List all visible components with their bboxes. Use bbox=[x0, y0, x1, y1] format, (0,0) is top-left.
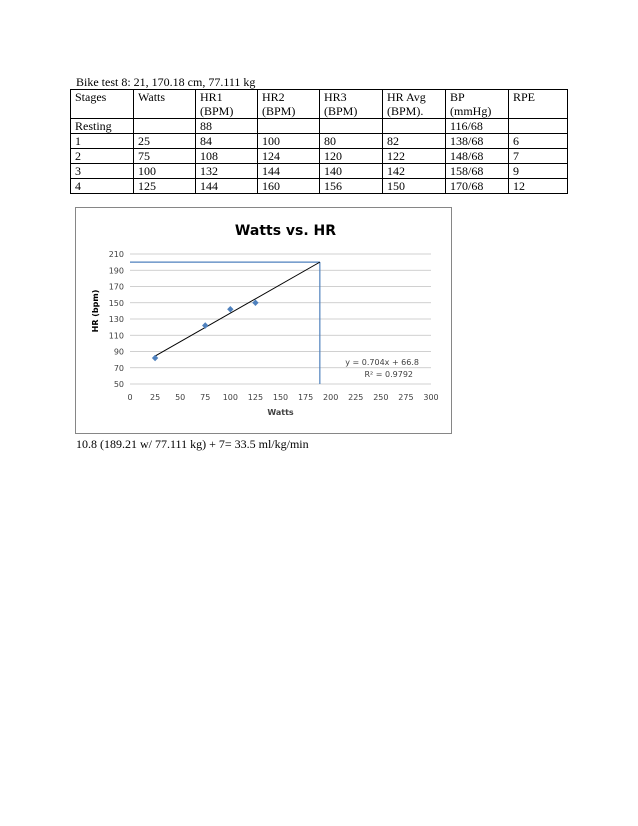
header-line2 bbox=[75, 104, 129, 118]
trendline-equation: y = 0.704x + 66.8 bbox=[345, 358, 419, 367]
table-row bbox=[71, 164, 568, 179]
table-cell: 2 bbox=[71, 149, 134, 164]
vo2-calculation: 10.8 (189.21 w/ 77.111 kg) + 7= 33.5 ml/kg/min bbox=[76, 437, 309, 451]
table-cell: 138/68 bbox=[446, 134, 509, 149]
table-row bbox=[71, 149, 568, 164]
table-row bbox=[71, 134, 568, 149]
header-line1: Stages bbox=[75, 90, 107, 104]
header-line2: (BPM) bbox=[324, 104, 358, 118]
table-cell: 4 bbox=[71, 179, 134, 194]
y-tick-label: 150 bbox=[108, 298, 124, 308]
table-row bbox=[71, 119, 568, 134]
table-cell: 142 bbox=[383, 164, 446, 179]
header-line2: (BPM). bbox=[387, 104, 424, 118]
y-tick-label: 170 bbox=[108, 282, 124, 292]
table-cell bbox=[383, 119, 446, 134]
table-cell: 160 bbox=[258, 179, 320, 194]
header-line1: HR3 bbox=[324, 90, 347, 104]
table-cell: 9 bbox=[509, 164, 568, 179]
table-cell: 84 bbox=[196, 134, 258, 149]
header-cell bbox=[446, 90, 509, 119]
table-cell bbox=[320, 119, 383, 134]
table-cell: 80 bbox=[320, 134, 383, 149]
header-cell bbox=[383, 90, 446, 119]
table-cell: 122 bbox=[383, 149, 446, 164]
table-cell: 116/68 bbox=[446, 119, 509, 134]
table-cell: 120 bbox=[320, 149, 383, 164]
x-tick-label: 25 bbox=[149, 393, 161, 402]
header-line1: HR2 bbox=[262, 90, 285, 104]
table-header-row bbox=[71, 90, 568, 119]
y-tick-label: 110 bbox=[108, 331, 124, 341]
data-point bbox=[152, 355, 158, 361]
table-cell bbox=[509, 119, 568, 134]
table-cell: 144 bbox=[196, 179, 258, 194]
table-row bbox=[71, 179, 568, 194]
y-tick-label: 90 bbox=[113, 347, 124, 357]
table-cell: 124 bbox=[258, 149, 320, 164]
header-line2: (BPM) bbox=[262, 104, 296, 118]
x-tick-label: 225 bbox=[348, 393, 364, 402]
x-tick-label: 250 bbox=[373, 393, 389, 402]
table-cell: 12 bbox=[509, 179, 568, 194]
table-cell: 158/68 bbox=[446, 164, 509, 179]
header-line2: (BPM) bbox=[200, 104, 234, 118]
table-cell bbox=[258, 119, 320, 134]
x-tick-label: 75 bbox=[200, 393, 211, 402]
table-cell: 75 bbox=[134, 149, 196, 164]
x-tick-label: 200 bbox=[323, 393, 339, 402]
header-cell bbox=[71, 90, 134, 119]
x-tick-label: 100 bbox=[222, 393, 238, 402]
y-tick-label: 210 bbox=[108, 250, 124, 259]
x-axis-label: Watts bbox=[267, 408, 294, 417]
table-cell: 1 bbox=[71, 134, 134, 149]
r-squared-label: R² = 0.9792 bbox=[364, 370, 413, 379]
table-cell: 132 bbox=[196, 164, 258, 179]
table-cell: 7 bbox=[509, 149, 568, 164]
table-cell: 108 bbox=[196, 149, 258, 164]
x-tick-label: 275 bbox=[398, 393, 414, 402]
x-tick-label: 150 bbox=[272, 393, 289, 402]
data-point bbox=[202, 322, 208, 328]
bike-test-table bbox=[70, 89, 568, 194]
test-heading: Bike test 8: 21, 170.18 cm, 77.111 kg bbox=[76, 75, 256, 89]
x-tick-label: 50 bbox=[175, 393, 186, 402]
table-cell bbox=[134, 119, 196, 134]
x-tick-label: 175 bbox=[297, 393, 314, 402]
y-axis-label: HR (bpm) bbox=[91, 289, 100, 333]
table-cell: 170/68 bbox=[446, 179, 509, 194]
header-line2 bbox=[513, 104, 563, 118]
table-cell: 148/68 bbox=[446, 149, 509, 164]
table-cell: 140 bbox=[320, 164, 383, 179]
y-tick-label: 50 bbox=[113, 380, 124, 389]
x-tick-label: 0 bbox=[127, 393, 133, 402]
trendline bbox=[155, 262, 320, 356]
table-cell: 144 bbox=[258, 164, 320, 179]
table-cell: 156 bbox=[320, 179, 383, 194]
table-cell: 6 bbox=[509, 134, 568, 149]
table-cell: 82 bbox=[383, 134, 446, 149]
table-cell: 100 bbox=[134, 164, 196, 179]
header-line1: BP bbox=[450, 90, 465, 104]
table-cell: 150 bbox=[383, 179, 446, 194]
table-cell: 100 bbox=[258, 134, 320, 149]
header-cell bbox=[320, 90, 383, 119]
header-cell bbox=[509, 90, 568, 119]
header-cell bbox=[134, 90, 196, 119]
header-cell bbox=[196, 90, 258, 119]
header-line1: HR1 bbox=[200, 90, 223, 104]
table-cell: 125 bbox=[134, 179, 196, 194]
header-line1: HR Avg bbox=[387, 90, 426, 104]
y-tick-label: 130 bbox=[108, 315, 124, 324]
header-line1: Watts bbox=[138, 90, 166, 104]
header-line1: RPE bbox=[513, 90, 536, 104]
y-tick-label: 70 bbox=[113, 363, 124, 373]
chart-title: Watts vs. HR bbox=[234, 223, 337, 239]
table-cell: 25 bbox=[134, 134, 196, 149]
table-cell: 88 bbox=[196, 119, 258, 134]
table-cell: Resting bbox=[71, 119, 134, 134]
table-cell: 3 bbox=[71, 164, 134, 179]
watts-vs-hr-chart bbox=[75, 207, 452, 434]
x-tick-label: 300 bbox=[423, 393, 439, 402]
x-tick-label: 125 bbox=[247, 393, 264, 402]
header-line2: (mmHg) bbox=[450, 104, 492, 118]
header-line2 bbox=[138, 104, 191, 118]
header-cell bbox=[258, 90, 320, 119]
y-tick-label: 190 bbox=[108, 266, 124, 276]
